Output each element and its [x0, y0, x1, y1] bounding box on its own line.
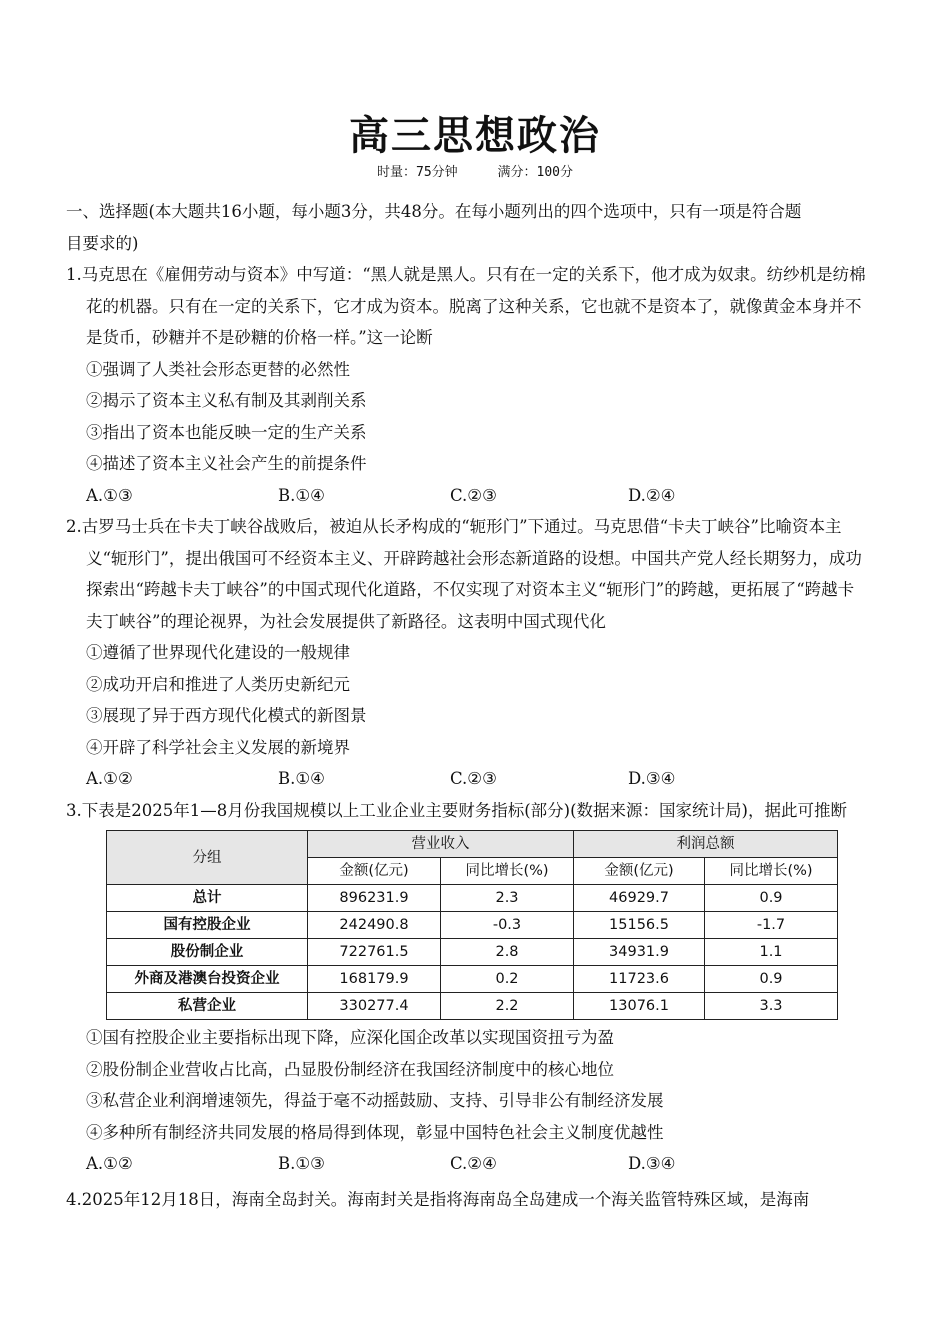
- row-profit: 34931.9: [574, 939, 705, 966]
- q1-choice-b: B.①④: [278, 485, 325, 505]
- q3-option-4: ④多种所有制经济共同发展的格局得到体现，彰显中国特色社会主义制度优越性: [86, 1122, 664, 1142]
- table-row: [107, 885, 838, 912]
- q1-option-2: ②揭示了资本主义私有制及其剥削关系: [86, 391, 367, 410]
- exam-meta: [0, 161, 950, 180]
- table-row: [107, 993, 838, 1020]
- row-name: 股份制企业: [107, 939, 308, 966]
- question-1-stem: 1.马克思在《雇佣劳动与资本》中写道：“黑人就是黑人。只有在一定的关系下，他才成为奴隶。纺纱机是纺棉花的机器。只有在一定的关系下，它才成为资本。脱离了这种关系，它也就不是资本了，就像黄金本身并不是货币，砂糖并不是砂糖的价格一样。”这一论断: [66, 265, 866, 347]
- q2-choice-c: C.②③: [450, 769, 497, 788]
- q3-choice-c: C.②④: [450, 1154, 497, 1173]
- q2-option-2: ②成功开启和推进了人类历史新纪元: [86, 674, 350, 694]
- row-revenue-growth: 2.8: [441, 939, 574, 966]
- row-name: 私营企业: [107, 993, 308, 1020]
- table-header-rev-amount: 金额(亿元): [308, 858, 441, 885]
- q1-option-3: ③指出了资本也能反映一定的生产关系: [86, 422, 367, 442]
- q3-choice-d: D.③④: [628, 1154, 676, 1173]
- q3-option-1: ①国有控股企业主要指标出现下降，应深化国企改革以实现国资扭亏为盈: [86, 1028, 614, 1047]
- table-header-group: 分组: [107, 831, 308, 885]
- q2-choices: [66, 763, 870, 795]
- row-revenue-growth: -0.3: [441, 912, 574, 939]
- q2-choice-d: D.③④: [628, 769, 676, 788]
- q3-choice-a: A.①②: [86, 1154, 133, 1173]
- q1-choice-d: D.②④: [628, 485, 676, 505]
- row-revenue: 896231.9: [308, 885, 441, 912]
- page-title: 高三思想政治: [349, 113, 601, 159]
- row-revenue: 168179.9: [308, 966, 441, 993]
- q2-choice-a: A.①②: [86, 769, 133, 788]
- q2-option-4: ④开辟了科学社会主义发展的新境界: [86, 737, 350, 757]
- table-row: [107, 966, 838, 993]
- q1-choice-a: A.①③: [86, 485, 133, 505]
- table-row: [107, 939, 838, 966]
- row-profit: 46929.7: [574, 885, 705, 912]
- question-2-stem: 2.古罗马士兵在卡夫丁峡谷战败后，被迫从长矛构成的“轭形门”下通过。马克思借“卡夫丁峡谷”比喻资本主义“轭形门”，提出俄国可不经资本主义、开辟跨越社会形态新道路的设想。中国共产党人经长期努力，成功探索出“跨越卡夫丁峡谷”的中国式现代化道路，不仅实现了对资本主义“轭形门”的跨越，更拓展了“跨越卡夫丁峡谷”的理论视界，为社会发展提供了新路径。这表明中国式现代化: [66, 517, 862, 631]
- question-4-stem: 4.2025年12月18日，海南全岛封关。海南封关是指将海南岛全岛建成一个海关监管特殊区域，是海南: [66, 1189, 810, 1209]
- q1-choices: [66, 480, 870, 512]
- row-revenue: 722761.5: [308, 939, 441, 966]
- row-profit: 15156.5: [574, 912, 705, 939]
- q3-choices: [66, 1148, 870, 1180]
- q1-option-1: ①强调了人类社会形态更替的必然性: [86, 359, 350, 379]
- row-revenue: 242490.8: [308, 912, 441, 939]
- section-intro-line1: 一、选择题(本大题共16小题，每小题3分，共48分。在每小题列出的四个选项中，只有一项是符合题: [66, 202, 802, 221]
- row-profit: 11723.6: [574, 966, 705, 993]
- row-revenue: 330277.4: [308, 993, 441, 1020]
- row-profit-growth: 0.9: [705, 966, 838, 993]
- exam-score: 满分：100分: [497, 165, 573, 180]
- row-profit: 13076.1: [574, 993, 705, 1020]
- q3-option-2: ②股份制企业营收占比高，凸显股份制经济在我国经济制度中的核心地位: [86, 1059, 614, 1079]
- row-revenue-growth: 2.2: [441, 993, 574, 1020]
- row-name: 国有控股企业: [107, 912, 308, 939]
- q1-option-4: ④描述了资本主义社会产生的前提条件: [86, 454, 367, 473]
- table-header-rev-growth: 同比增长(%): [441, 858, 574, 885]
- q3-choice-b: B.①③: [278, 1154, 325, 1173]
- row-profit-growth: -1.7: [705, 912, 838, 939]
- q2-option-3: ③展现了异于西方现代化模式的新图景: [86, 706, 367, 725]
- row-profit-growth: 0.9: [705, 885, 838, 912]
- row-profit-growth: 1.1: [705, 939, 838, 966]
- q1-choice-c: C.②③: [450, 485, 497, 505]
- q2-option-1: ①遵循了世界现代化建设的一般规律: [86, 643, 350, 662]
- table-header-pro-amount: 金额(亿元): [574, 858, 705, 885]
- q3-option-3: ③私营企业利润增速领先，得益于毫不动摇鼓励、支持、引导非公有制经济发展: [86, 1091, 664, 1110]
- q2-choice-b: B.①④: [278, 769, 325, 788]
- question-3-stem: 3.下表是2025年1—8月份我国规模以上工业企业主要财务指标(部分)(数据来源：国家统计局)，据此可推断: [66, 800, 847, 820]
- row-revenue-growth: 2.3: [441, 885, 574, 912]
- row-revenue-growth: 0.2: [441, 966, 574, 993]
- section-intro-line2: 目要求的): [66, 233, 139, 253]
- exam-content: [66, 196, 870, 1215]
- financial-table: [106, 830, 838, 1020]
- exam-time: 时量：75分钟: [377, 165, 458, 180]
- table-header-profit: 利润总额: [574, 831, 838, 858]
- row-name: 总计: [107, 885, 308, 912]
- table-row: [107, 912, 838, 939]
- table-header-pro-growth: 同比增长(%): [705, 858, 838, 885]
- table-header-revenue: 营业收入: [308, 831, 574, 858]
- row-name: 外商及港澳台投资企业: [107, 966, 308, 993]
- row-profit-growth: 3.3: [705, 993, 838, 1020]
